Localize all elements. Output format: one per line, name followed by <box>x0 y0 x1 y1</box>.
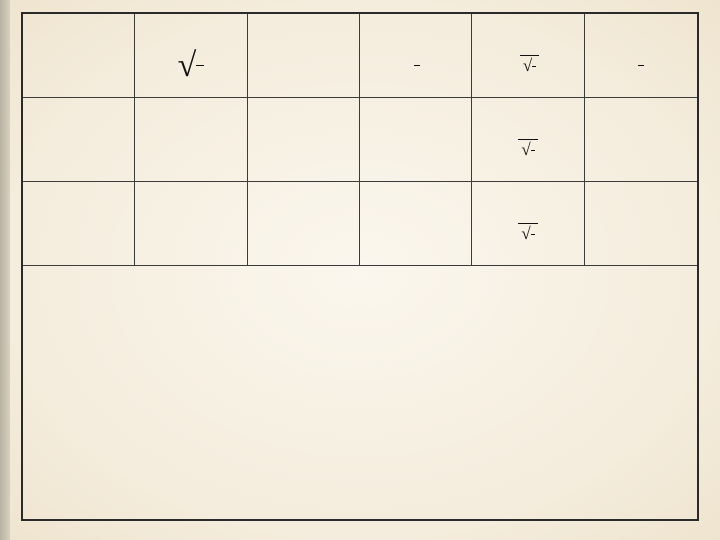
cell-expression <box>360 118 471 181</box>
fraction <box>518 223 537 244</box>
cell-expression <box>23 118 134 181</box>
table-cell <box>135 182 247 266</box>
table-cell <box>472 98 584 182</box>
cell-expression <box>472 202 583 265</box>
table-cell <box>360 14 472 98</box>
fraction-denominator <box>518 139 537 160</box>
cell-expression <box>585 34 697 97</box>
fraction <box>414 65 420 66</box>
table-cell <box>360 98 472 182</box>
fraction-denominator <box>414 65 420 66</box>
table-cell <box>23 182 135 266</box>
table-cell <box>472 182 584 266</box>
cell-expression <box>135 34 246 97</box>
cell-expression <box>585 202 697 265</box>
table-cell <box>135 14 247 98</box>
cell-expression <box>360 34 471 97</box>
radicand <box>531 234 535 235</box>
table-cell <box>248 182 360 266</box>
table-cell <box>585 182 697 266</box>
cell-expression <box>472 34 583 97</box>
fraction-denominator <box>518 223 537 244</box>
cell-expression <box>585 118 697 181</box>
sqrt-icon: √ <box>521 140 531 160</box>
radicand <box>532 66 536 67</box>
table-cell <box>248 14 360 98</box>
table-cell <box>135 98 247 182</box>
table-cell <box>585 14 697 98</box>
radicand <box>196 65 204 66</box>
table-cell <box>360 182 472 266</box>
left-edge-bar <box>0 0 10 540</box>
table-cell <box>472 14 584 98</box>
fraction-denominator <box>638 65 644 66</box>
cell-expression <box>248 34 359 97</box>
table-cell <box>23 14 135 98</box>
sqrt-expression <box>178 47 205 85</box>
fraction <box>520 55 539 76</box>
table-cell <box>585 98 697 182</box>
table-cell <box>248 98 360 182</box>
radicand <box>531 150 535 151</box>
sqrt-icon: √ <box>177 46 197 84</box>
sqrt-icon: √ <box>521 224 531 244</box>
derivative-table <box>21 12 699 521</box>
table-cell <box>23 98 135 182</box>
cell-expression <box>23 34 134 97</box>
cell-expression <box>360 202 471 265</box>
sqrt-expression <box>521 224 534 244</box>
cell-expression <box>472 118 583 181</box>
fraction-denominator <box>520 55 539 76</box>
cell-expression <box>135 202 246 265</box>
fraction <box>638 65 644 66</box>
sqrt-expression <box>521 140 534 160</box>
fraction <box>518 139 537 160</box>
sqrt-expression <box>523 56 536 76</box>
cell-expression <box>23 202 134 265</box>
cell-expression <box>135 118 246 181</box>
cell-expression <box>248 202 359 265</box>
sqrt-icon: √ <box>522 56 533 76</box>
cell-expression <box>248 118 359 181</box>
